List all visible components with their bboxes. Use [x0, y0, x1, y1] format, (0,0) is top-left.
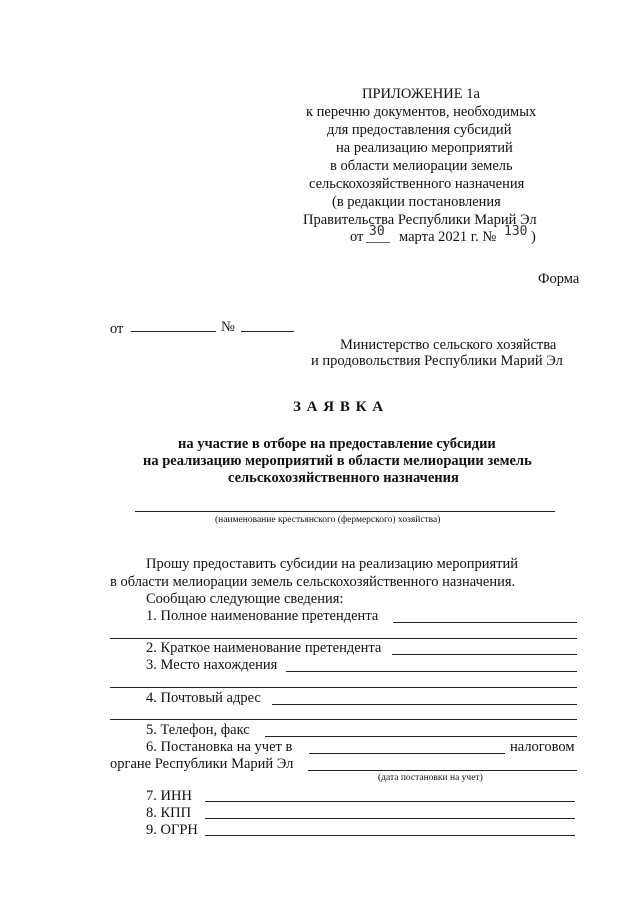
- location-field[interactable]: [286, 671, 577, 672]
- subtitle-line: сельскохозяйственного назначения: [228, 470, 459, 486]
- appendix-line: в области мелиорации земель: [330, 158, 513, 174]
- farm-name-field[interactable]: [135, 511, 555, 512]
- field-label-full-name: 1. Полное наименование претендента: [146, 608, 379, 624]
- appendix-line: (в редакции постановления: [332, 194, 501, 210]
- ref-from-label: от: [110, 321, 124, 337]
- appendix-title: ПРИЛОЖЕНИЕ 1а: [362, 86, 480, 102]
- subtitle-line: на реализацию мероприятий в области мелиорации земель: [143, 453, 532, 469]
- tax-reg-suffix: налоговом: [510, 739, 575, 755]
- ogrn-field[interactable]: [205, 835, 575, 836]
- field-label-location: 3. Место нахождения: [146, 657, 278, 673]
- tax-date-caption: (дата постановки на учет): [378, 773, 483, 783]
- appendix-line: на реализацию мероприятий: [336, 140, 513, 156]
- ref-date-field[interactable]: [131, 331, 216, 332]
- form-label: Форма: [538, 271, 580, 287]
- field-label-tax-reg: 6. Постановка на учет в: [146, 739, 293, 755]
- phone-field[interactable]: [265, 736, 577, 737]
- inform-line: Сообщаю следующие сведения:: [146, 591, 344, 607]
- subtitle-line: на участие в отборе на предоставление субсидии: [178, 436, 496, 452]
- appendix-date-prefix: от: [350, 229, 364, 245]
- tax-org-label: органе Республики Марий Эл: [110, 756, 294, 772]
- tax-reg-field[interactable]: [309, 753, 505, 754]
- location-field-line2[interactable]: [110, 687, 577, 688]
- recipient-line: и продовольствия Республики Марий Эл: [311, 353, 563, 369]
- ref-number-field[interactable]: [241, 331, 294, 332]
- ref-number-label: №: [221, 319, 235, 335]
- tax-date-field[interactable]: [308, 770, 577, 771]
- appendix-line: сельскохозяйственного назначения: [309, 176, 525, 192]
- recipient-line: Министерство сельского хозяйства: [340, 337, 557, 353]
- date-day-underline: [366, 242, 390, 243]
- field-label-phone: 5. Телефон, факс: [146, 722, 250, 738]
- appendix-date-day: 30: [369, 224, 385, 239]
- farm-name-caption: (наименование крестьянского (фермерского) хозяйства): [215, 515, 441, 525]
- postal-field[interactable]: [272, 704, 577, 705]
- appendix-date-number: 130: [504, 224, 528, 239]
- field-label-ogrn: 9. ОГРН: [146, 822, 198, 838]
- document-title: З А Я В К А: [293, 399, 385, 415]
- short-name-field[interactable]: [392, 654, 577, 655]
- kpp-field[interactable]: [205, 818, 575, 819]
- appendix-line: для предоставления субсидий: [327, 122, 512, 138]
- request-line: в области мелиорации земель сельскохозяйственного назначения.: [110, 574, 516, 590]
- field-label-kpp: 8. КПП: [146, 805, 192, 821]
- field-label-inn: 7. ИНН: [146, 788, 192, 804]
- request-line: Прошу предоставить субсидии на реализацию мероприятий: [146, 556, 519, 572]
- inn-field[interactable]: [205, 801, 575, 802]
- appendix-line: к перечню документов, необходимых: [306, 104, 537, 120]
- full-name-field[interactable]: [393, 622, 577, 623]
- appendix-date-month-year: марта 2021 г. №: [399, 229, 497, 245]
- appendix-date-close: ): [531, 229, 536, 245]
- postal-field-line2[interactable]: [110, 719, 577, 720]
- field-label-short-name: 2. Краткое наименование претендента: [146, 640, 382, 656]
- appendix-line: Правительства Республики Марий Эл: [303, 212, 537, 228]
- field-label-postal: 4. Почтовый адрес: [146, 690, 261, 706]
